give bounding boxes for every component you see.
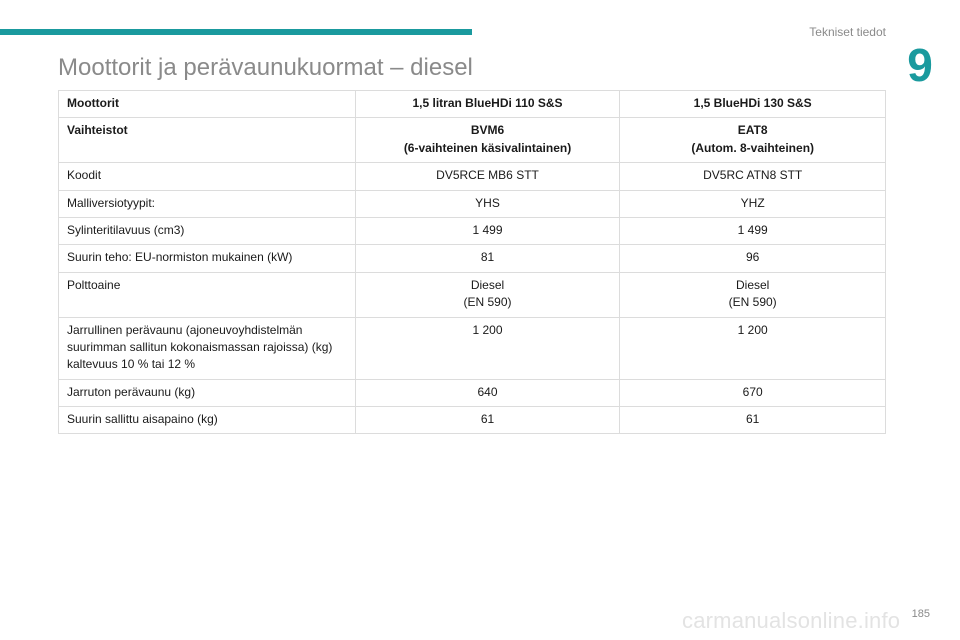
cell-110: 61 (355, 407, 620, 434)
gearbox-desc: (6-vaihteinen käsivalintainen) (403, 140, 572, 155)
cell-130: 1 499 (620, 217, 886, 244)
row-label-line: suurimman sallitun kokonaismassan rajoissa) (kg) (67, 339, 333, 354)
table-row (59, 407, 886, 434)
top-accent-bar (0, 29, 472, 35)
table-header-row (59, 91, 886, 118)
cell-130: 1 200 (620, 317, 886, 379)
table-row (59, 379, 886, 406)
table-row (59, 190, 886, 217)
header-engines: Moottorit (59, 91, 356, 118)
watermark: carmanualsonline.info (682, 608, 901, 633)
row-label: Sylinteritilavuus (cm3) (59, 217, 356, 244)
cell-110: DV5RCE MB6 STT (355, 163, 620, 190)
cell-130: 96 (620, 245, 886, 272)
cell-110: 1 499 (355, 217, 620, 244)
cell-110: YHS (355, 190, 620, 217)
row-label: Suurin sallittu aisapaino (kg) (59, 407, 356, 434)
fuel-standard: (EN 590) (463, 295, 512, 310)
cell-130: 670 (620, 379, 886, 406)
cell-110: 1 200 (355, 317, 620, 379)
header-engine-110: 1,5 litran BlueHDi 110 S&S (355, 91, 620, 118)
chapter-number: 9 (907, 39, 933, 91)
section-title: Tekniset tiedot (809, 25, 886, 39)
table-row-braked-trailer (59, 317, 886, 379)
table-row (59, 163, 886, 190)
gearbox-cell-130 (620, 118, 886, 163)
row-label: Suurin teho: EU-normiston mukainen (kW) (59, 245, 356, 272)
gearbox-desc: (Autom. 8-vaihteinen) (691, 140, 815, 155)
row-label: Jarruton perävaunu (kg) (59, 379, 356, 406)
page-title: Moottorit ja perävaunukuormat – diesel (58, 54, 473, 81)
row-label: Polttoaine (59, 272, 356, 317)
table-row (59, 245, 886, 272)
row-label: Koodit (59, 163, 356, 190)
gearbox-code: BVM6 (470, 123, 505, 138)
cell-110: 640 (355, 379, 620, 406)
row-label: Malliversiotyypit: (59, 190, 356, 217)
engine-spec-table (58, 90, 886, 434)
page-number: 185 (911, 608, 930, 620)
table-row-fuel (59, 272, 886, 317)
gearbox-code: EAT8 (737, 123, 768, 138)
fuel-standard: (EN 590) (728, 295, 777, 310)
gearbox-cell-110 (355, 118, 620, 163)
table-row (59, 217, 886, 244)
row-label (59, 317, 356, 379)
table-row-gearbox (59, 118, 886, 163)
cell-130: DV5RC ATN8 STT (620, 163, 886, 190)
row-label-line: Jarrullinen perävaunu (ajoneuvoyhdistelmän (67, 322, 303, 337)
fuel-cell-130 (620, 272, 886, 317)
cell-110: 81 (355, 245, 620, 272)
fuel-type: Diesel (470, 277, 505, 292)
fuel-type: Diesel (736, 277, 770, 292)
cell-130: 61 (620, 407, 886, 434)
header-engine-130: 1,5 BlueHDi 130 S&S (620, 91, 886, 118)
fuel-cell-110 (355, 272, 620, 317)
row-label: Vaihteistot (59, 118, 356, 163)
cell-130: YHZ (620, 190, 886, 217)
row-label-line: kaltevuus 10 % tai 12 % (67, 357, 196, 372)
